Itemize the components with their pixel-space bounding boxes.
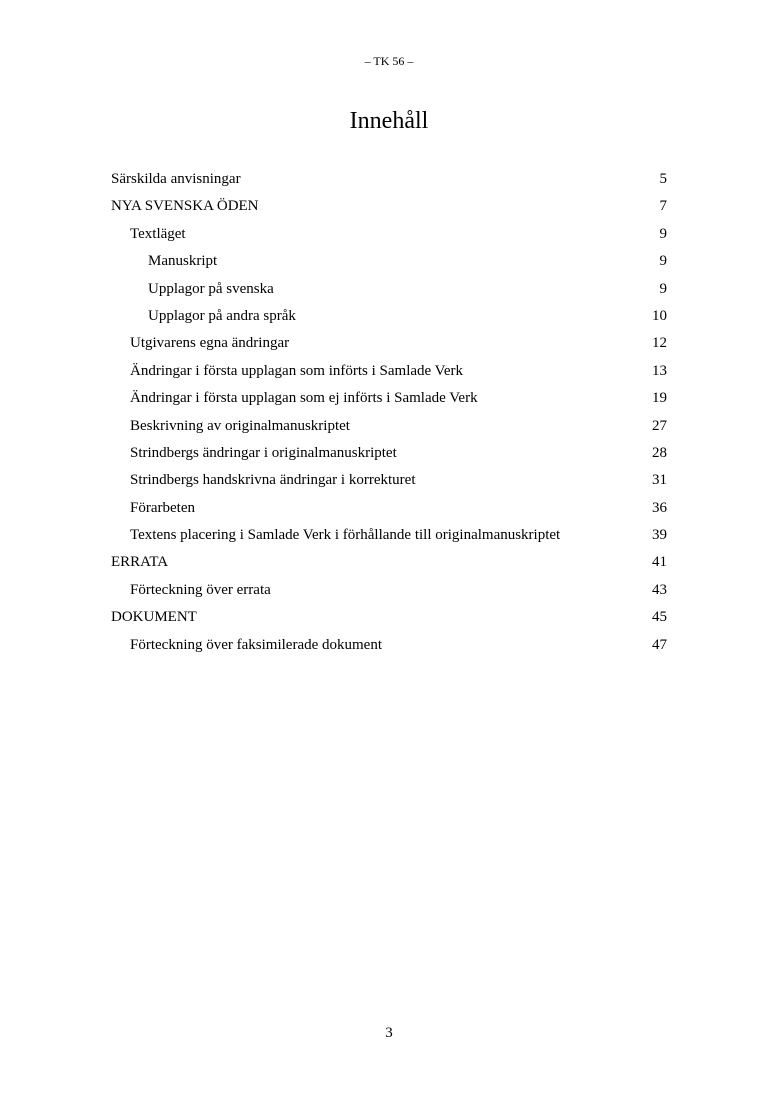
toc-entry[interactable] xyxy=(111,303,667,330)
toc-entry-page: 43 xyxy=(652,581,667,598)
toc-entry[interactable] xyxy=(111,193,667,220)
toc-entry-page: 45 xyxy=(652,609,667,626)
toc-entry[interactable] xyxy=(111,577,667,604)
toc-entry-title: Ändringar i första upplagan som ej införts i Samlade Verk xyxy=(130,390,478,407)
toc-entry-title: Strindbergs ändringar i originalmanuskriptet xyxy=(130,444,397,461)
toc-entry-page: 5 xyxy=(659,171,667,187)
toc-entry-page: 9 xyxy=(659,225,667,242)
toc-entry-title: NYA SVENSKA ÖDEN xyxy=(111,198,259,215)
toc-entry[interactable] xyxy=(111,413,667,440)
toc-entry-title: DOKUMENT xyxy=(111,609,197,626)
toc-entry[interactable] xyxy=(111,330,667,357)
toc-entry-page: 27 xyxy=(652,417,667,434)
table-of-contents xyxy=(111,166,667,659)
toc-entry[interactable] xyxy=(111,522,667,549)
toc-entry[interactable] xyxy=(111,604,667,631)
toc-entry-title: Förarbeten xyxy=(130,499,195,516)
toc-entry[interactable] xyxy=(111,440,667,467)
toc-entry-page: 9 xyxy=(659,280,667,297)
toc-entry[interactable] xyxy=(111,549,667,576)
toc-entry-title: Textens placering i Samlade Verk i förhållande till originalmanuskriptet xyxy=(130,527,561,544)
toc-entry-page: 13 xyxy=(652,362,667,379)
toc-entry[interactable] xyxy=(111,248,667,275)
toc-entry-title: Manuskript xyxy=(148,253,218,270)
running-head: – TK 56 – xyxy=(364,54,414,68)
toc-entry-page: 36 xyxy=(652,499,667,516)
toc-entry-title: Förteckning över errata xyxy=(130,581,271,598)
toc-entry-page: 10 xyxy=(652,307,667,324)
toc-entry-title: Strindbergs handskrivna ändringar i korrekturet xyxy=(130,472,416,489)
toc-entry-page: 19 xyxy=(652,390,667,407)
toc-entry-page: 47 xyxy=(652,636,667,653)
toc-entry-page: 9 xyxy=(659,253,667,270)
toc-entry[interactable] xyxy=(111,467,667,494)
toc-entry-title: Upplagor på andra språk xyxy=(148,307,296,324)
page-number: 3 xyxy=(385,1025,393,1041)
toc-entry-title: Förteckning över faksimilerade dokument xyxy=(130,636,383,653)
toc-entry-title: Särskilda anvisningar xyxy=(111,171,241,187)
toc-entry-title: Utgivarens egna ändringar xyxy=(130,335,290,352)
toc-entry-title: Upplagor på svenska xyxy=(148,280,274,297)
toc-entry-page: 31 xyxy=(652,472,667,489)
toc-entry-page: 41 xyxy=(652,554,667,571)
toc-entry[interactable] xyxy=(111,495,667,522)
toc-entry-title: Beskrivning av originalmanuskriptet xyxy=(130,417,350,434)
toc-entry[interactable] xyxy=(111,221,667,248)
page-title: Innehåll xyxy=(349,108,429,134)
toc-entry[interactable] xyxy=(111,385,667,412)
toc-entry[interactable] xyxy=(111,166,667,193)
toc-entry[interactable] xyxy=(111,632,667,659)
toc-entry[interactable] xyxy=(111,276,667,303)
toc-entry[interactable] xyxy=(111,358,667,385)
toc-entry-title: Textläget xyxy=(130,225,186,242)
toc-entry-page: 39 xyxy=(652,527,667,544)
toc-entry-page: 7 xyxy=(659,198,667,215)
toc-entry-page: 12 xyxy=(652,335,667,352)
toc-entry-page: 28 xyxy=(652,444,667,461)
toc-entry-title: ERRATA xyxy=(111,554,169,571)
toc-entry-title: Ändringar i första upplagan som införts i Samlade Verk xyxy=(130,362,463,379)
